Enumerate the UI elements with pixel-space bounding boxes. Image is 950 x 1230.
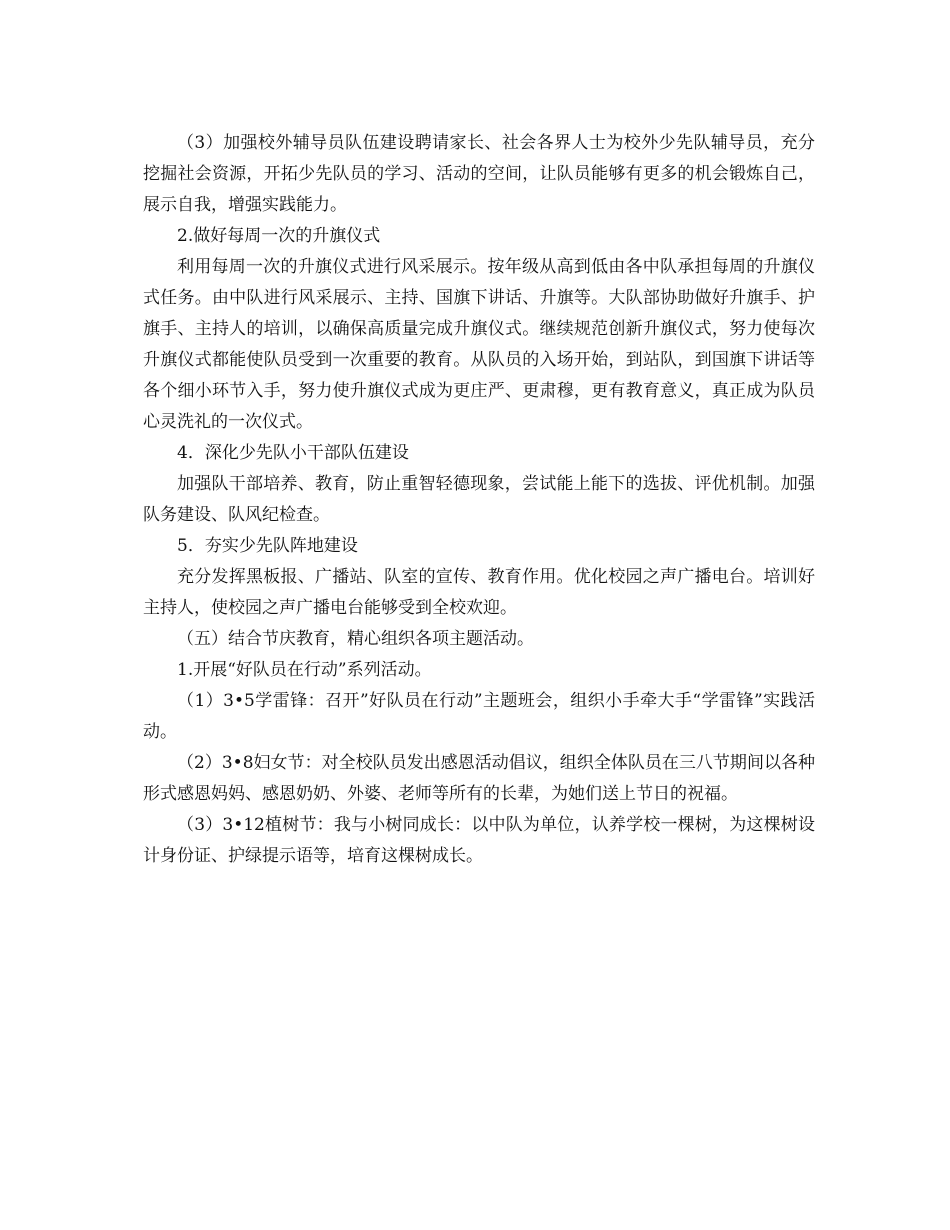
paragraph-womens-day: （2）3•8妇女节：对全校队员发出感恩活动倡议，组织全体队员在三八节期间以各种形式感恩妈妈、感恩奶奶、外婆、老师等所有的长辈，为她们送上节日的祝福。 bbox=[143, 753, 815, 804]
heading-flag-ceremony: 2.做好每周一次的升旗仪式 bbox=[177, 226, 381, 246]
heading-festival-education: （五）结合节庆教育，精心组织各项主题活动。 bbox=[177, 629, 534, 649]
paragraph-arbor-day: （3）3•12植树节：我与小树同成长：以中队为单位，认养学校一棵树，为这棵树设计身份证、护绿提示语等，培育这棵树成长。 bbox=[143, 815, 815, 866]
paragraph-position-building: 充分发挥黑板报、广播站、队室的宣传、教育作用。优化校园之声广播电台。培训好主持人，使校园之声广播电台能够受到全校欢迎。 bbox=[143, 567, 815, 618]
document-body bbox=[143, 128, 815, 872]
heading-good-member-activity: 1.开展“好队员在行动”系列活动。 bbox=[177, 660, 432, 680]
paragraph-flag-ceremony: 利用每周一次的升旗仪式进行风采展示。按年级从高到低由各中队承担每周的升旗仪式任务。由中队进行风采展示、主持、国旗下讲话、升旗等。大队部协助做好升旗手、护旗手、主持人的培训，以确保高质量完成升旗仪式。继续规范创新升旗仪式，努力使每次升旗仪式都能使队员受到一次重要的教育。从队员的入场开始，到站队，到国旗下讲话等各个细小环节入手，努力使升旗仪式成为更庄严、更肃穆，更有教育意义，真正成为队员心灵洗礼的一次仪式。 bbox=[143, 257, 815, 432]
paragraph-learn-leifeng: （1）3•5学雷锋：召开”好队员在行动”主题班会，组织小手牵大手“学雷锋”实践活动。 bbox=[143, 691, 815, 742]
heading-position-building: 5．夯实少先队阵地建设 bbox=[177, 536, 358, 556]
heading-cadre-team: 4．深化少先队小干部队伍建设 bbox=[177, 443, 409, 463]
paragraph-external-counselors: （3）加强校外辅导员队伍建设聘请家长、社会各界人士为校外少先队辅导员，充分挖掘社会资源，开拓少先队员的学习、活动的空间，让队员能够有更多的机会锻炼自己，展示自我，增强实践能力。 bbox=[143, 133, 815, 215]
paragraph-cadre-team: 加强队干部培养、教育，防止重智轻德现象，尝试能上能下的选拔、评优机制。加强队务建设、队风纪检查。 bbox=[143, 474, 815, 525]
